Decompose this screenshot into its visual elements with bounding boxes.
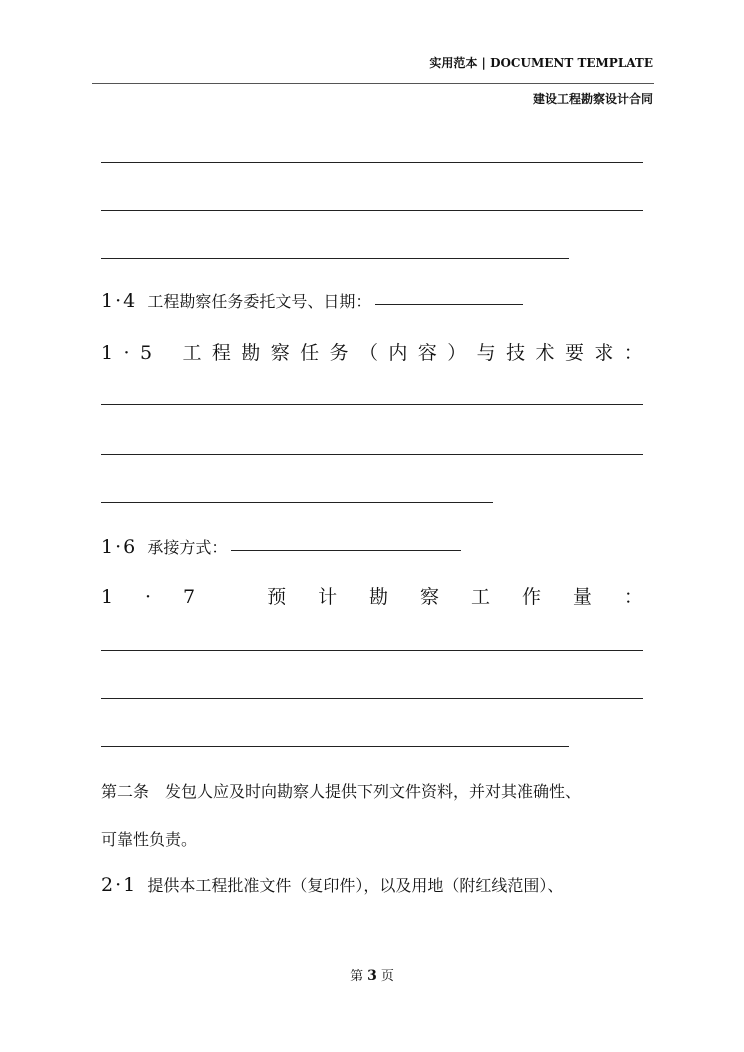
char: 工 — [182, 342, 202, 364]
char: 勘 — [369, 586, 389, 608]
char: 务 — [329, 342, 349, 364]
char: 术 — [535, 342, 555, 364]
char: ） — [447, 342, 467, 364]
char: · — [123, 342, 130, 364]
char: 勘 — [241, 342, 261, 364]
char: 求 — [594, 342, 614, 364]
section-text: 承接方式： — [147, 538, 228, 557]
section-2-1 — [101, 873, 563, 896]
blank-line — [101, 454, 643, 455]
section-1-7 — [101, 582, 643, 609]
char: 1 — [101, 586, 114, 608]
fill-in-blank — [231, 550, 461, 551]
char: 察 — [420, 586, 440, 608]
header-template-label: 实用范本 | DOCUMENT TEMPLATE — [429, 56, 653, 70]
char: 1 — [101, 342, 114, 364]
char: 要 — [564, 342, 584, 364]
char: 量 — [572, 586, 592, 608]
char: 计 — [318, 586, 338, 608]
blank-line — [101, 258, 569, 259]
page-number: 3 — [367, 968, 377, 984]
char: 技 — [506, 342, 526, 364]
article-2-line-2: 可靠性负责。 — [101, 830, 198, 849]
char: 5 — [139, 342, 153, 364]
blank-line — [101, 404, 643, 405]
char: 作 — [521, 586, 541, 608]
blank-line — [101, 746, 569, 747]
section-text: 提供本工程批准文件（复印件），以及用地（附红线范围）、 — [147, 876, 564, 895]
blank-line — [101, 698, 643, 699]
section-number: 2·1 — [101, 874, 138, 896]
page-footer — [0, 965, 744, 984]
section-1-4 — [101, 289, 523, 312]
char: 与 — [476, 342, 496, 364]
fill-in-blank — [375, 304, 523, 305]
section-number: 1·6 — [101, 536, 138, 558]
char: ： — [623, 342, 643, 364]
char: · — [145, 586, 152, 608]
section-1-6 — [101, 535, 461, 558]
blank-line — [101, 210, 643, 211]
char: 容 — [417, 342, 437, 364]
char: 察 — [270, 342, 290, 364]
char: 任 — [300, 342, 320, 364]
header-contract-title: 建设工程勘察设计合同 — [532, 92, 653, 106]
section-1-5 — [101, 338, 643, 365]
char: （ — [358, 342, 378, 364]
section-number: 1·4 — [101, 290, 138, 312]
char: ： — [623, 586, 643, 608]
header-divider — [92, 83, 654, 84]
char: 程 — [211, 342, 231, 364]
char: 工 — [470, 586, 490, 608]
blank-line — [101, 162, 643, 163]
footer-suffix: 页 — [380, 969, 394, 984]
blank-line — [101, 502, 493, 503]
blank-line — [101, 650, 643, 651]
footer-prefix: 第 — [350, 969, 364, 984]
article-2-line-1: 第二条 发包人应及时向勘察人提供下列文件资料，并对其准确性、 — [101, 782, 582, 801]
section-text: 工程勘察任务委托文号、日期： — [147, 292, 372, 311]
char: 预 — [267, 586, 287, 608]
char: 内 — [388, 342, 408, 364]
char: 7 — [183, 586, 196, 608]
